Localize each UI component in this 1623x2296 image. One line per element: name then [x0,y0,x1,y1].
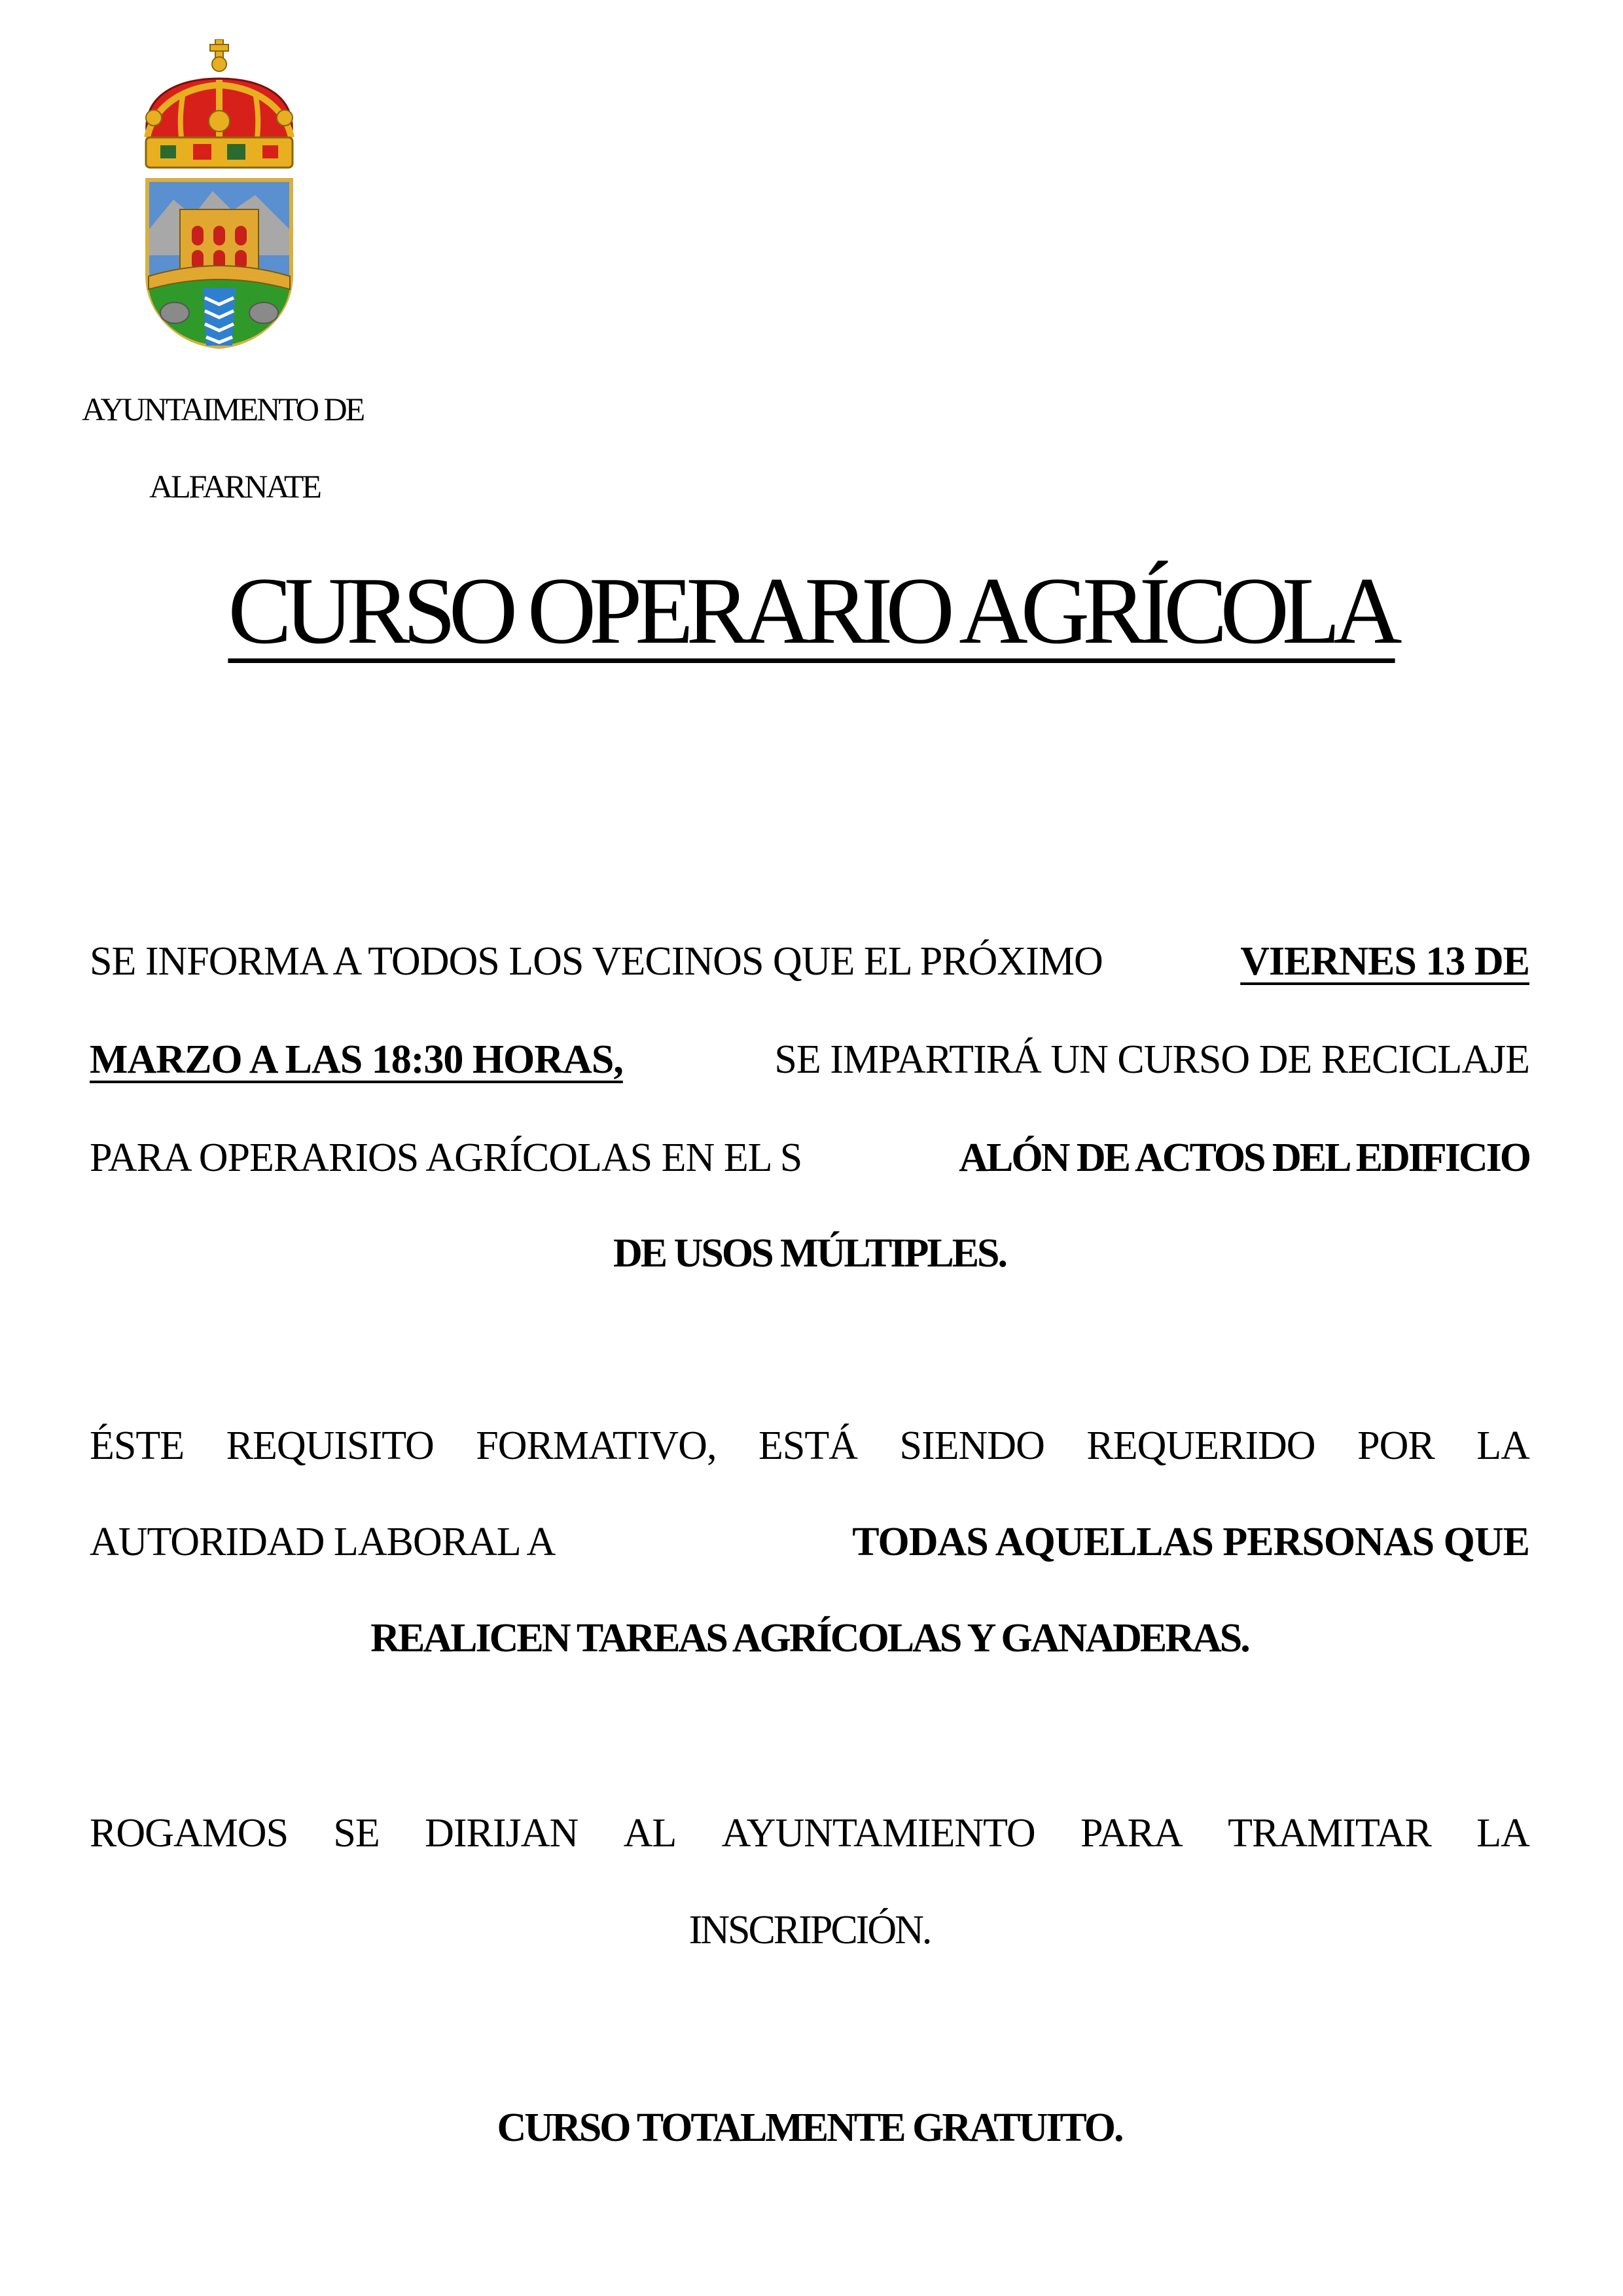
paragraph3-line1-text-word: PARA [1080,1811,1183,1856]
paragraph3-line1 [90,1813,1529,1854]
paragraph2-line3-bold: REALICEN TAREAS AGRÍCOLAS Y GANADERAS. [370,1616,1249,1660]
paragraph3-line1-text-word: AYUNTAMIENTO [721,1811,1035,1856]
paragraph3-line1-text-word: AL [623,1811,677,1856]
page-title [0,558,1623,664]
paragraph2-line1-text-word: ÉSTE [90,1424,185,1468]
free-course-text: CURSO TOTALMENTE GRATUITO. [497,2106,1122,2150]
paragraph3-line1-text-word: LA [1476,1811,1529,1856]
paragraph2-line1-text-word: SIENDO [899,1424,1044,1468]
paragraph2-line1-text-word: FORMATIVO, [476,1424,717,1468]
paragraph2-line1-text-word: POR [1357,1424,1435,1468]
paragraph1-line3 [90,1138,1529,1178]
paragraph2-line1-text-word: ESTÁ [758,1424,857,1468]
paragraph3-line1-text-word: ROGAMOS [90,1811,289,1856]
paragraph3-line1-text-word: DIRIJAN [425,1811,579,1856]
paragraph3-line1-text-word: SE [333,1811,380,1856]
place-highlight-part2: DE USOS MÚLTIPLES. [613,1231,1007,1276]
free-course-notice [90,2108,1529,2148]
paragraph2-line2 [90,1522,1529,1562]
page-title-text: CURSO OPERARIO AGRÍCOLA [228,558,1395,664]
paragraph3-line2-text: INSCRIPCIÓN. [688,1908,931,1952]
paragraph3-line1-text-word: TRAMITAR [1228,1811,1431,1856]
paragraph2-line1-text-word: REQUERIDO [1086,1424,1315,1468]
town-hall-line-2: ALFARNATE [149,468,320,505]
date-highlight-part2: MARZO A LAS 18:30 HORAS, [90,1037,623,1082]
paragraph1-line3-plain: PARA OPERARIOS AGRÍCOLAS EN EL S [90,1136,802,1180]
paragraph1-middle: SE IMPARTIRÁ UN CURSO DE RECICLAJE [774,1037,1529,1082]
paragraph2-line3 [90,1618,1529,1659]
paragraph1-intro: SE INFORMA A TODOS LOS VECINOS QUE EL PRÓXIMO [90,939,1103,984]
paragraph2-line1 [90,1426,1529,1466]
paragraph3-line2 [90,1910,1529,1950]
paragraph1-line2 [90,1039,1529,1080]
coat-of-arms-icon [134,39,304,353]
paragraph1-line4 [90,1233,1529,1274]
paragraph2-line2-bold: TODAS AQUELLAS PERSONAS QUE [852,1520,1529,1564]
paragraph2-line2-plain: AUTORIDAD LABORAL A [90,1520,556,1564]
paragraph1-line1 [90,941,1529,982]
place-highlight-part1: ALÓN DE ACTOS DEL EDIFICIO [959,1136,1529,1180]
paragraph2-line1-text-word: REQUISITO [226,1424,434,1468]
date-highlight-part1: VIERNES 13 DE [1240,939,1529,984]
paragraph2-line1-text-word: LA [1476,1424,1529,1468]
town-hall-line-1: AYUNTAIMENTO DE [82,391,364,427]
